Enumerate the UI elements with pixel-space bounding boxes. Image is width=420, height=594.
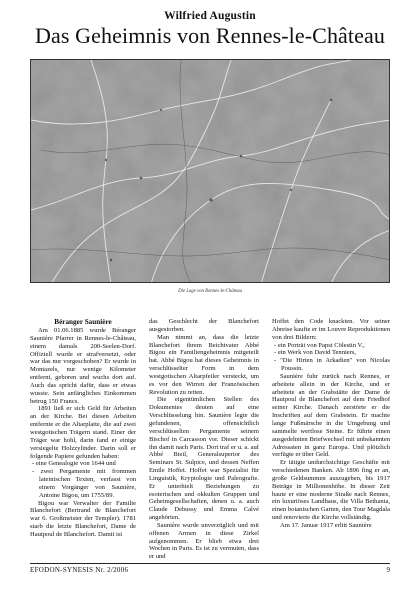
figure-caption: Die Lage von Rennes-le-Château bbox=[178, 289, 242, 294]
page-number: 9 bbox=[386, 566, 390, 574]
paragraph: Hoffet den Code knackten. Vor seiner Abreise kaufte er im Louvre Reproduktionen von drei Bildern: bbox=[272, 318, 390, 341]
text-column-1 bbox=[30, 318, 136, 539]
list-item: - eine Genealogie von 1644 und bbox=[30, 460, 136, 468]
list-item: - zwei Pergamente mit frommen lateinischen Texten, verfasst von einem Vorgänger von Saunière, Antoine Bigou, um 1755/89. bbox=[30, 468, 136, 499]
article-title: Das Geheimnis von Rennes-le-Château bbox=[35, 23, 385, 48]
journal-name: EFODON-SYNESIS Nr. 2/2006 bbox=[30, 566, 129, 574]
paragraph: Am 17. Januar 1917 erlitt Saunière bbox=[280, 521, 372, 529]
map-figure bbox=[30, 59, 390, 283]
paragraph: Saunière fuhr zurück nach Rennes, er arbeitete allein in der Kirche, und er arbeitete an der Grabstätte der Dame de Hautpoul de Blanchefort auf dem Friedhof seiner Kirche. Danach zerstörte er die Inschriften auf dem Grabstein. Er machte lange Fußmärsche in die Umgebung und sammelte wertlose Steine. Er führte einen ausgedehnten Briefwechsel mit unbekannten Adressaten in ganz Europa. Und plötzlich verfügte er über Geld. bbox=[272, 372, 390, 459]
list-item: - ein Porträt von Papst Cölestin V., bbox=[272, 342, 390, 350]
footer-divider bbox=[30, 563, 390, 564]
found-papers-list bbox=[30, 460, 136, 499]
author-name: Wilfried Augustin bbox=[164, 10, 256, 22]
paragraph: 1891 ließ er sich Geld für Arbeiten an der Kirche. Bei diesen Arbeiten entfernte er die Altarplatte, die auf zwei westgotischen Trägern stand. Einer der Träger war hohl, darin fand er einige versiegelte Holzzylinder. Darin soll er folgende Papiere gefunden haben: bbox=[30, 405, 136, 460]
paragraph: Er tätigte undurchsichtige Geschäfte mit verschiedenen Banken. Ab 1896 fing er an, große Geldsummen auszugeben, bis 1917 Beträge in Millionenhöhe. In dieser Zeit baute er eine moderne Straße nach Rennes, ein luxuriöses Landhaus, die Villa Bethania, einen botanischen Garten, den Tour Magdala und renovierte die Kirche vollständig. bbox=[272, 459, 390, 522]
list-item: - ein Werk von David Tenniers, bbox=[272, 349, 390, 357]
list-item: - "Die Hirten in Arkadien" von Nicolas Poussin. bbox=[272, 357, 390, 373]
paragraph: Am 01.06.1885 wurde Béranger Saunière Pfarrer in Rennes-le-Château, einem damals 200-Seelen-Dorf. Offiziell wurde er strafversetzt, oder war das nur vorgeschoben? Er wurde in Montazels, nur wenige Kilometer entfernt, geboren und wuchs dort auf. Auch das spricht dafür, dass er etwas wusste. Sein anfängliches Einkommen betrug 150 Francs. bbox=[30, 327, 136, 405]
paragraph: Die eigentümlichen Stellen des Dokumentes deuten auf eine Verschlüsselung hin. Saunière legte die gefundenen, offensichtlich verschlüsselten Pergamente seinem Bischof in Carcasson vor. Dieser schickt ihn damit nach Paris. Dort traf er u. a. auf Abbé Bieil, Generalsuperior des Seminars St. Sulpice, und dessen Neffen Emile Hoffet. Hoffet war Spezialist für Linguistik, Kryptologie und Paleografie. Er unterhielt Beziehungen zu esoterischen und okkulten Gruppen und Geheimgesellschaften, denen u. a. auch Claude Debussy und Emma Calvé angehörten. bbox=[149, 396, 259, 522]
text-column-2 bbox=[149, 318, 259, 561]
paragraph: Saunière wurde unverzüglich und mit offenen Armen in diese Zirkel aufgenommen. Er blieb etwa drei Wochen in Paris. Es ist zu vermuten, dass er und bbox=[149, 521, 259, 561]
paragraph: das Geschlecht der Blanchefort ausgestorben. bbox=[149, 318, 259, 333]
paragraph: Man nimmt an, dass die letzte Blanchefort ihrem Beichtvater Abbé Bigou ein Familiengeheimnis mitgeteilt hat. Abbé Bigou hat dieses Geheimnis in verschlüsselter Form in dem westgotischen Altarpfeiler versteckt, um es vor den Wirren der Französischen Revolution zu retten. bbox=[149, 333, 259, 396]
section-heading: Béranger Saunière bbox=[54, 318, 112, 326]
text-column-3 bbox=[272, 318, 390, 530]
paintings-list bbox=[272, 342, 390, 373]
paragraph: Bigou war Verwalter der Familie Blanchefort (Bertrand de Blanchefort war 6. Großmeister der Templer). 1781 starb die letzte Blanchefort, Dame de Hautpoul de Blanchefort. Damit ist bbox=[30, 499, 136, 538]
